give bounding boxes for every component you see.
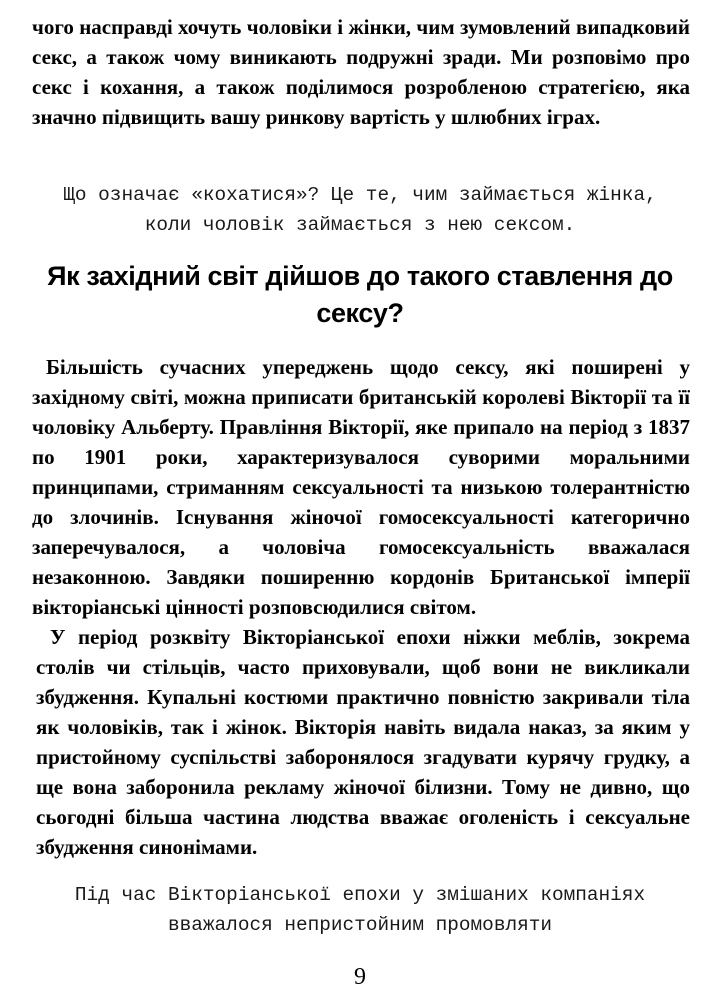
pull-quote: Під час Вікторіанської епохи у змішаних компаніях вважалося непристойним промовляти xyxy=(74,884,646,936)
pull-quote: Що означає «кохатися»? Це те, чим займається жінка, коли чоловік займається з нею сексом. xyxy=(63,184,657,236)
body-paragraph: У період розквіту Вікторіанської епохи ніжки меблів, зокрема столів чи стільців, часто приховували, щоб вони не викликали збудження. Купальні костюми практично повністю закривали тіла як чоловіків, так і жінок. Вікторія навіть видала наказ, за яким у пристойному суспільстві заборонялося згадувати курячу грудку, а ще вона заборонила рекламу жіночої білизни. Тому не дивно, що сьогодні більша частина людства вважає оголеність і сексуальне збудження синонімами. xyxy=(36,625,690,859)
body-paragraph: Більшість сучасних упереджень щодо сексу, які поширені у західному світі, можна приписати британській королеві Вікторії та її чоловіку Альберту. Правління Вікторії, яке припало на період з 1837 по 1901 роки, характеризувалося суворими моральними принципами, стриманням сексуальності та низькою толерантністю до злочинів. Існування жіночої гомосексуальності категорично заперечувалося, а чоловіча гомосексуальність вважалася незаконною. Завдяки поширенню кордонів Британської імперії вікторіанські цінності розповсюдилися світом. xyxy=(32,355,690,619)
section-heading: Як західний світ дійшов до такого ставлення до сексу? xyxy=(47,261,673,328)
intro-paragraph: чого насправді хочуть чоловіки і жінки, чим зумовлений випадковий секс, а також чому виникають подружні зради. Ми розповімо про секс і кохання, а також поділимося розробленою стратегією, яка значно підвищить вашу ринкову вартість у шлюбних іграх. xyxy=(32,15,690,129)
page-number: 9 xyxy=(354,964,366,990)
